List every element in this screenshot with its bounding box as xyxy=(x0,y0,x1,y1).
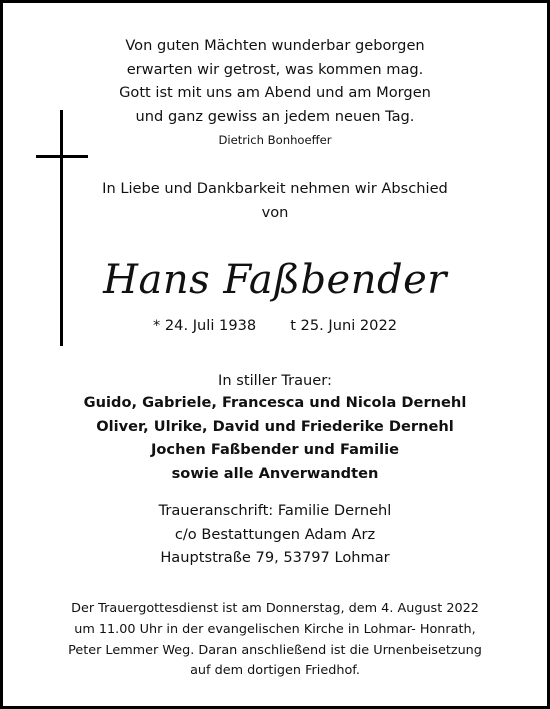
mourning-address xyxy=(3,499,547,570)
farewell-text xyxy=(3,177,547,225)
poem-author xyxy=(3,132,547,148)
poem-line: Gott ist mit uns am Abend und am Morgen xyxy=(119,84,431,101)
service-line: auf dem dortigen Friedhof. xyxy=(190,663,360,679)
service-line: um 11.00 Uhr in der evangelischen Kirche in Lohmar- Honrath, xyxy=(74,621,476,637)
poem-line: erwarten wir getrost, was kommen mag. xyxy=(126,60,424,78)
poem-author-name: Dietrich Bonhoeffer xyxy=(218,133,332,147)
farewell-line: von xyxy=(261,204,289,221)
mourner-line: Jochen Faßbender und Familie xyxy=(150,441,400,459)
mourning-label xyxy=(3,369,547,393)
address-line: Hauptstraße 79, 53797 Lohmar xyxy=(160,549,390,566)
cross-horizontal-bar xyxy=(36,155,88,158)
service-info xyxy=(3,599,547,682)
deceased-name-text: Hans Faßbender xyxy=(103,257,447,303)
mourner-line: Guido, Gabriele, Francesca und Nicola Dernehl xyxy=(83,394,467,411)
farewell-line: In Liebe und Dankbarkeit nehmen wir Abschied xyxy=(102,180,448,197)
address-line: Traueranschrift: Familie Dernehl xyxy=(158,502,392,519)
mourner-line: sowie alle Anverwandten xyxy=(171,464,379,482)
life-dates-line xyxy=(3,315,547,337)
mourning-label-text: In stiller Trauer: xyxy=(218,372,332,389)
birth-date: * 24. Juli 1938 xyxy=(152,317,257,334)
life-dates xyxy=(3,315,547,337)
deceased-name xyxy=(3,250,547,310)
service-line: Peter Lemmer Weg. Daran anschließend ist die Urnenbeisetzung xyxy=(68,642,482,658)
address-line: c/o Bestattungen Adam Arz xyxy=(174,525,376,543)
poem-line: und ganz gewiss an jedem neuen Tag. xyxy=(135,107,415,125)
death-date: t 25. Juni 2022 xyxy=(290,317,398,334)
mourner-line: Oliver, Ulrike, David und Friederike Dernehl xyxy=(96,417,454,435)
mourners-list xyxy=(3,391,547,485)
service-line: Der Trauergottesdienst ist am Donnerstag, dem 4. August 2022 xyxy=(71,601,479,616)
poem xyxy=(3,34,547,128)
poem-line: Von guten Mächten wunderbar geborgen xyxy=(125,37,425,54)
